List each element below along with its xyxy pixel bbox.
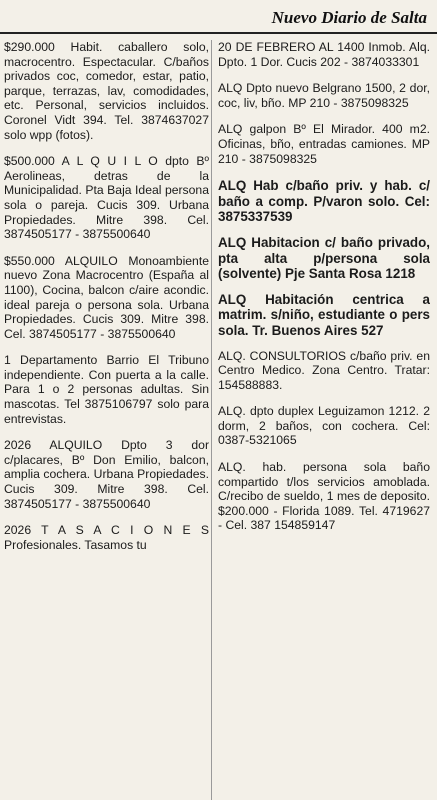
classified-ad: ALQ Habitación centrica a matrim. s/niño, estudiante o pers sola. Tr. Buenos Aires 527 xyxy=(218,291,430,338)
classified-ad: $290.000 Habit. caballero solo, macrocentro. Espectacular. C/baños privados coc, comedor, estar, patio, parque, terrazas, lav, comodidades, etc. Personal, servicios incluidos. Coronel Vidt 394. Tel. 3874637027 solo wpp (fotos). xyxy=(4,40,209,142)
masthead-rule xyxy=(0,32,437,34)
classified-ad: 2026 ALQUILO Dpto 3 dor c/placares, Bº Don Emilio, balcon, amplia cochera. Urbana Propiedades. Cucis 309. Mitre 398. Cel. 3874505177 - 3875500640 xyxy=(4,438,209,511)
classified-ad: ALQ galpon Bº El Mirador. 400 m2. Oficinas, bño, entradas camiones. MP 210 - 3875098325 xyxy=(218,122,430,166)
column-divider xyxy=(211,40,212,800)
classified-ad: ALQ Dpto nuevo Belgrano 1500, 2 dor, coc, liv, bño. MP 210 - 3875098325 xyxy=(218,81,430,110)
classified-ad: ALQ. dpto duplex Leguizamon 1212. 2 dorm, 2 baños, con cochera. Cel: 0387-5321065 xyxy=(218,404,430,448)
newspaper-masthead: Nuevo Diario de Salta xyxy=(271,8,427,27)
classified-ad: ALQ. hab. persona sola baño compartido t/los servicios amoblada. C/recibo de sueldo, 1 mes de deposito. $200.000 - Florida 1089. Tel. 4719627 - Cel. 387 154859147 xyxy=(218,460,430,533)
right-column xyxy=(218,40,430,800)
classified-ad: ALQ Habitacion c/ baño privado, pta alta p/persona sola (solvente) Pje Santa Rosa 1218 xyxy=(218,234,430,282)
classified-ad: $550.000 ALQUILO Monoambiente nuevo Zona Macrocentro (España al 1100), Cocina, balcon c/aire acondic. ideal pareja o persona sola. Urbana Propiedades. Cucis 309. Mitre 398. Cel. 3874505177 - 3875500640 xyxy=(4,253,209,341)
classified-ad: $500.000 A L Q U I L O dpto Bº Aerolineas, detras de la Municipalidad. Pta Baja Ideal persona sola o pareja. Cucis 309. Urbana Propiedades. Mitre 398. Cel. 3874505177 - 3875500640 xyxy=(4,154,209,242)
classified-ad: ALQ Hab c/baño priv. y hab. c/ baño a comp. P/varon solo. Cel: 3875337539 xyxy=(218,178,430,225)
classified-ad: 1 Departamento Barrio El Tribuno independiente. Con puerta a la calle. Para 1 o 2 personas adultas. Sin mascotas. Tel 3875106797 solo para entrevistas. xyxy=(4,353,209,426)
classified-ad: ALQ. CONSULTORIOS c/baño priv. en Centro Medico. Zona Centro. Tratar: 154588883. xyxy=(218,348,430,392)
classified-ad: 20 DE FEBRERO AL 1400 Inmob. Alq. Dpto. 1 Dor. Cucis 202 - 3874033301 xyxy=(218,40,430,69)
left-column xyxy=(4,40,209,800)
classified-ad: 2026 T A S A C I O N E S Profesionales. Tasamos tu xyxy=(4,523,209,552)
